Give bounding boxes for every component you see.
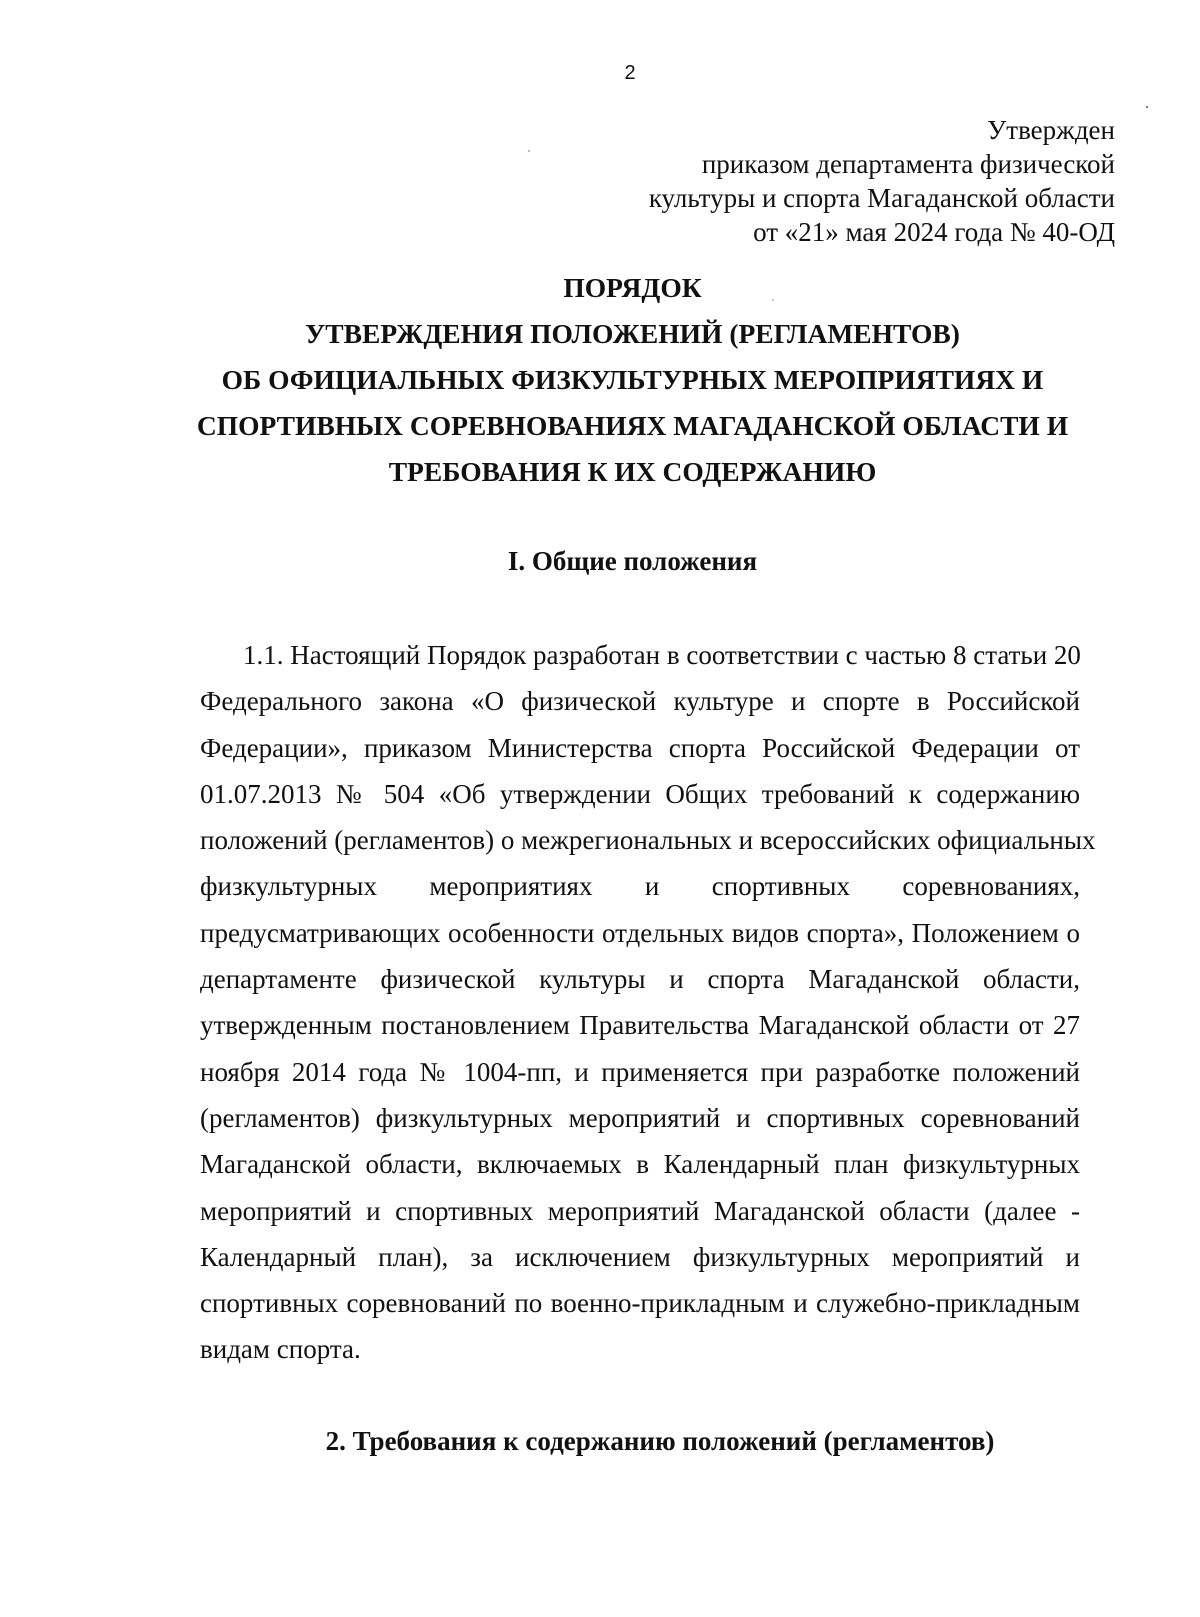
paragraph-line: департаменте физической культуры и спорта Магаданской области,: [200, 964, 1080, 995]
approval-line: Утвержден: [987, 115, 1115, 145]
title-line: СПОРТИВНЫХ СОРЕВНОВАНИЯХ МАГАДАНСКОЙ ОБЛАСТИ И: [196, 410, 1069, 441]
paragraph-line: 1.1. Настоящий Порядок разработан в соответствии с частью 8 статьи 20: [243, 640, 1081, 670]
section-heading-general: I. Общие положения: [507, 546, 758, 576]
title-line: УТВЕРЖДЕНИЯ ПОЛОЖЕНИЙ (РЕГЛАМЕНТОВ): [305, 318, 960, 349]
paragraph-line: Календарный план), за исключением физкультурных мероприятий и: [200, 1241, 1080, 1272]
paragraph-line: физкультурных мероприятиях и спортивных соревнованиях,: [200, 871, 1080, 902]
scan-speck: [1146, 106, 1148, 108]
paragraph-line: 01.07.2013 № 504 «Об утверждении Общих требований к содержанию: [200, 778, 1080, 809]
paragraph-line: (регламентов) физкультурных мероприятий и спортивных соревнований: [200, 1102, 1080, 1133]
title-line: ТРЕБОВАНИЯ К ИХ СОДЕРЖАНИЮ: [388, 456, 877, 487]
approval-line: приказом департамента физической: [701, 149, 1115, 179]
scan-speck: [528, 150, 530, 152]
approval-line: от «21» мая 2024 года № 40-ОД: [753, 217, 1115, 247]
paragraph-line: ноября 2014 года № 1004-пп, и применяется при разработке положений: [200, 1056, 1080, 1087]
paragraph-line: спортивных соревнований по военно-прикладным и служебно-прикладным: [200, 1288, 1080, 1319]
paragraph-line: предусматривающих особенности отдельных видов спорта», Положением о: [200, 917, 1080, 948]
paragraph-line: Федерации», приказом Министерства спорта Российской Федерации от: [200, 732, 1080, 763]
section-heading-requirements: 2. Требования к содержанию положений (регламентов): [325, 1426, 995, 1456]
title-line: ПОРЯДОК: [563, 272, 702, 303]
paragraph-line: Магаданской области, включаемых в Календарный план физкультурных: [200, 1149, 1080, 1180]
page-number: 2: [624, 62, 636, 84]
paragraph-line: положений (регламентов) о межрегиональных и всероссийских официальных: [200, 825, 1096, 856]
paragraph-line: мероприятий и спортивных мероприятий Магаданской области (далее -: [200, 1195, 1080, 1226]
paragraph-line: Федерального закона «О физической культуре и спорте в Российской: [200, 686, 1080, 717]
paragraph-line: видам спорта.: [200, 1334, 361, 1365]
paragraph-line: утвержденным постановлением Правительства Магаданской области от 27: [200, 1010, 1080, 1041]
document-title: [0, 265, 1200, 495]
approval-block: [649, 113, 1115, 249]
paragraph-1-1: [200, 632, 1096, 1373]
title-line: ОБ ОФИЦИАЛЬНЫХ ФИЗКУЛЬТУРНЫХ МЕРОПРИЯТИЯХ И: [221, 364, 1044, 395]
scan-speck: [772, 299, 774, 301]
approval-line: культуры и спорта Магаданской области: [648, 183, 1115, 213]
